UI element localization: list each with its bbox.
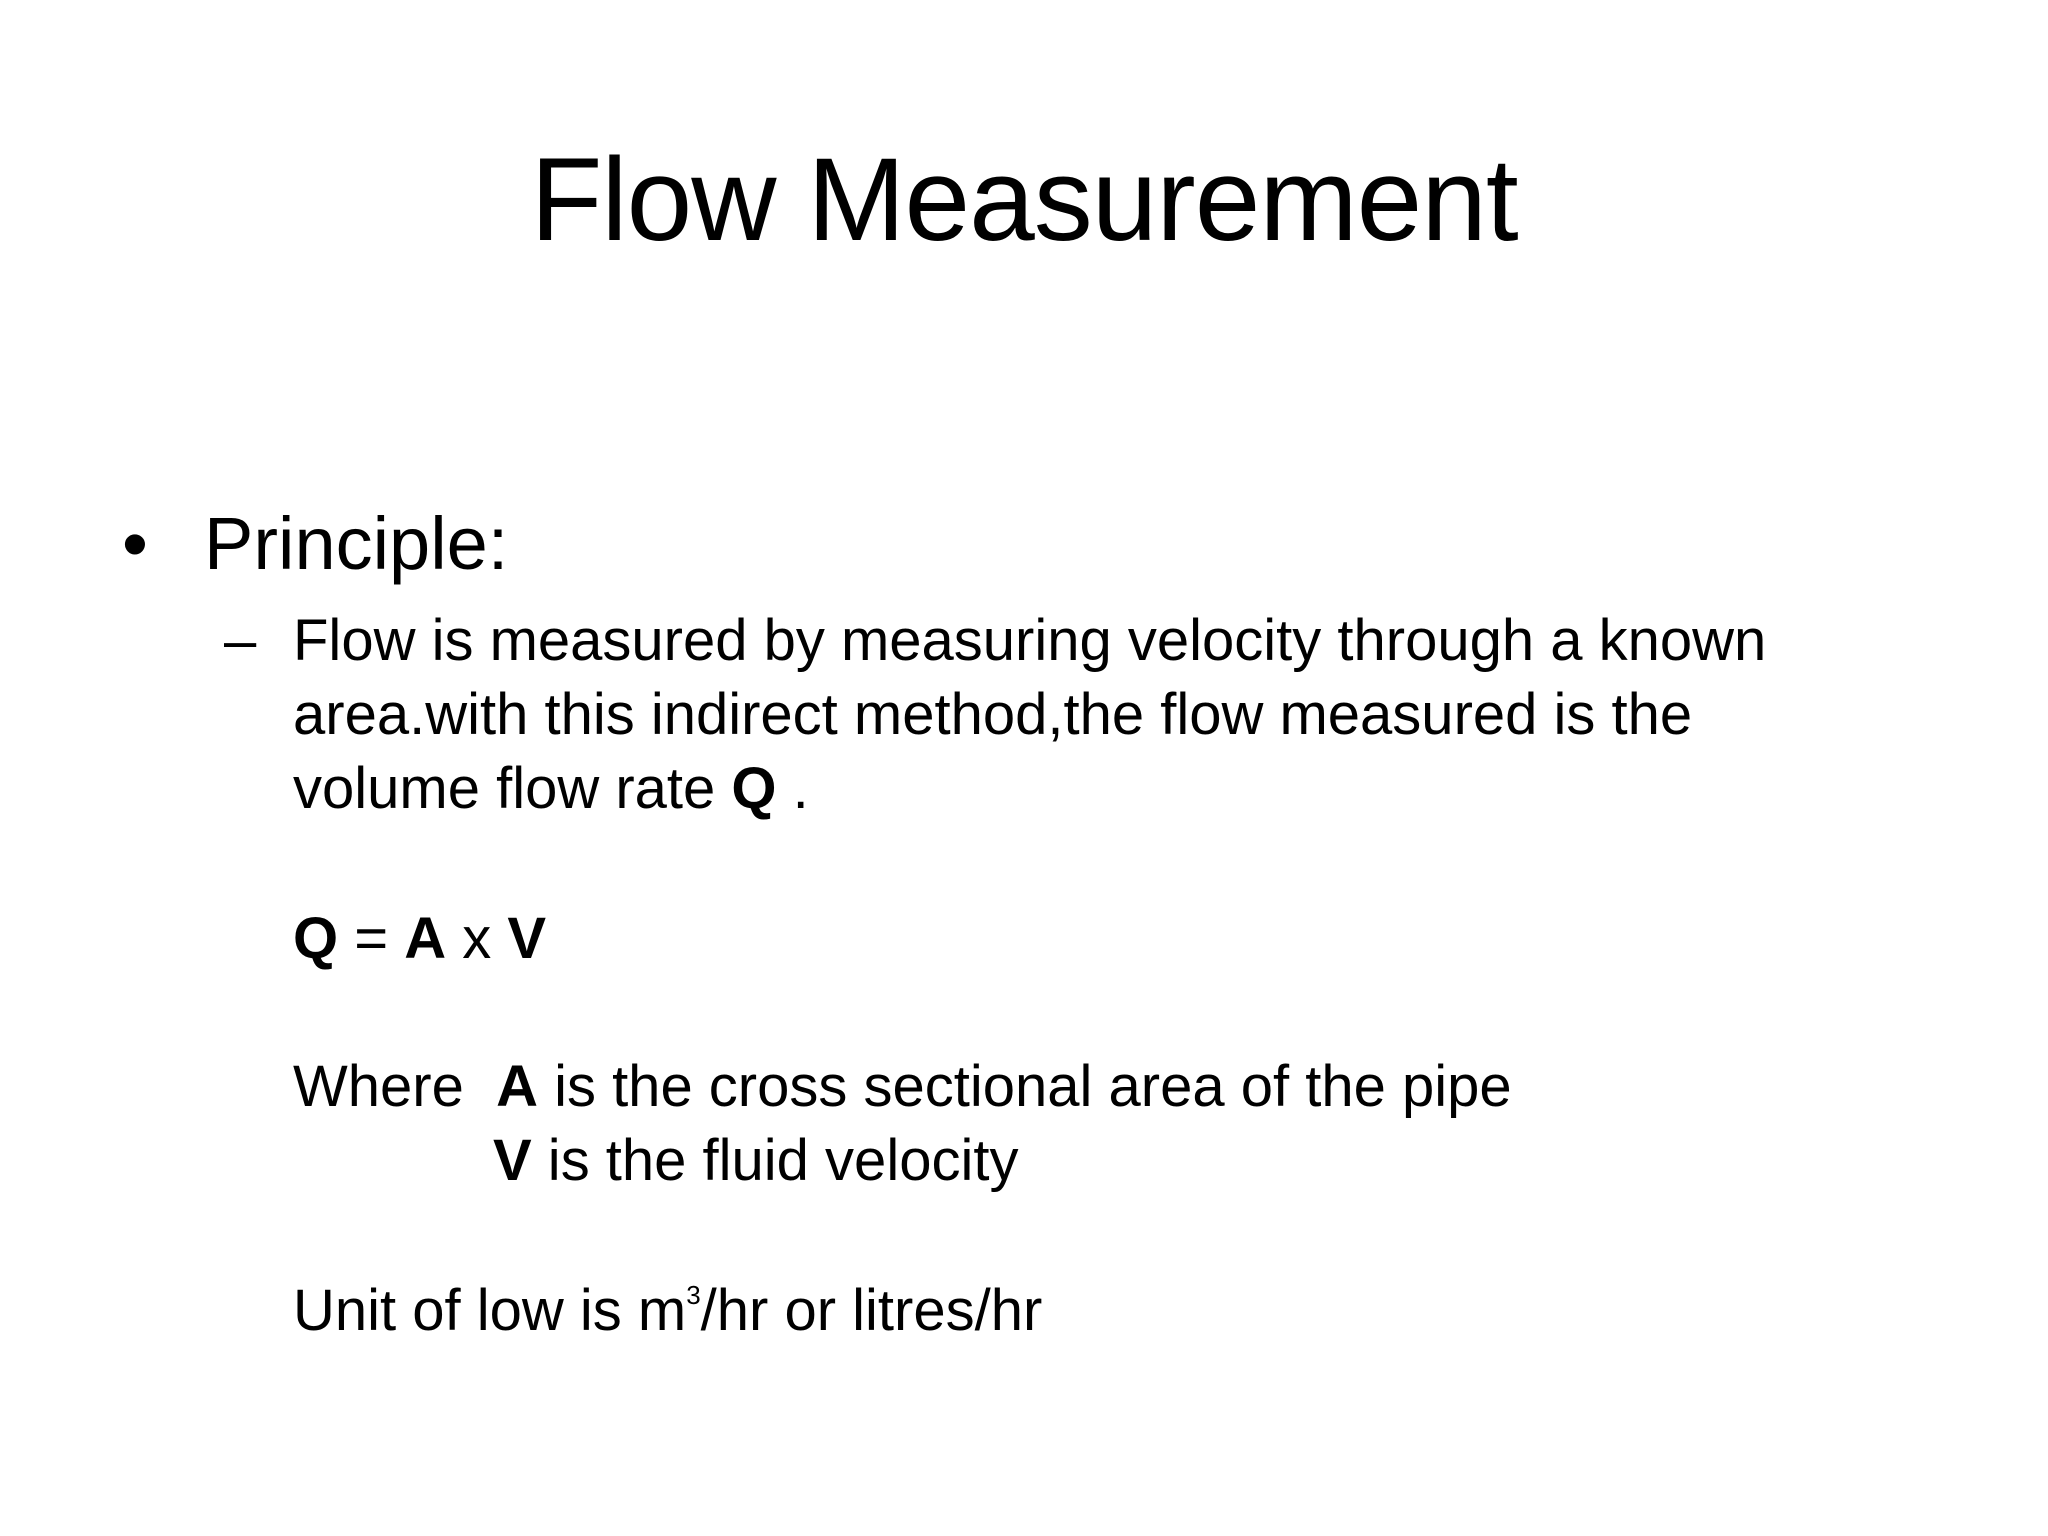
where-prefix: Where	[293, 1054, 497, 1119]
where-a-symbol: A	[496, 1054, 538, 1119]
where-a-text: is the cross sectional area of the pipe	[537, 1054, 1512, 1119]
where-v-symbol: V	[493, 1128, 532, 1193]
line3-text: volume flow rate	[293, 756, 732, 821]
unit-line	[293, 1274, 1042, 1348]
unit-superscript: 3	[686, 1280, 701, 1310]
line3-q-symbol: Q	[731, 756, 777, 821]
formula-times: x	[446, 906, 508, 971]
sub-bullet-line-2: area.with this indirect method,the flow measured is the	[293, 682, 1693, 747]
sub-bullet-marker: –	[224, 608, 257, 673]
bullet-label: Principle:	[204, 502, 509, 585]
formula-a: A	[404, 906, 447, 971]
slide-title: Flow Measurement	[530, 134, 1518, 266]
where-v-text: is the fluid velocity	[531, 1128, 1019, 1193]
line3-end: .	[776, 756, 809, 821]
where-v-line	[493, 1124, 1018, 1198]
where-a-line	[293, 1050, 1512, 1124]
sub-bullet-line-1: Flow is measured by measuring velocity through a known	[293, 608, 1767, 673]
formula-v: V	[507, 906, 547, 971]
unit-prefix: Unit of low is m	[293, 1278, 687, 1343]
sub-bullet-line-3	[293, 752, 809, 826]
formula-q: Q	[293, 906, 339, 971]
bullet-marker: •	[122, 502, 148, 585]
unit-suffix: /hr or litres/hr	[700, 1278, 1043, 1343]
formula-equals: =	[338, 906, 405, 971]
flow-formula	[293, 902, 546, 976]
